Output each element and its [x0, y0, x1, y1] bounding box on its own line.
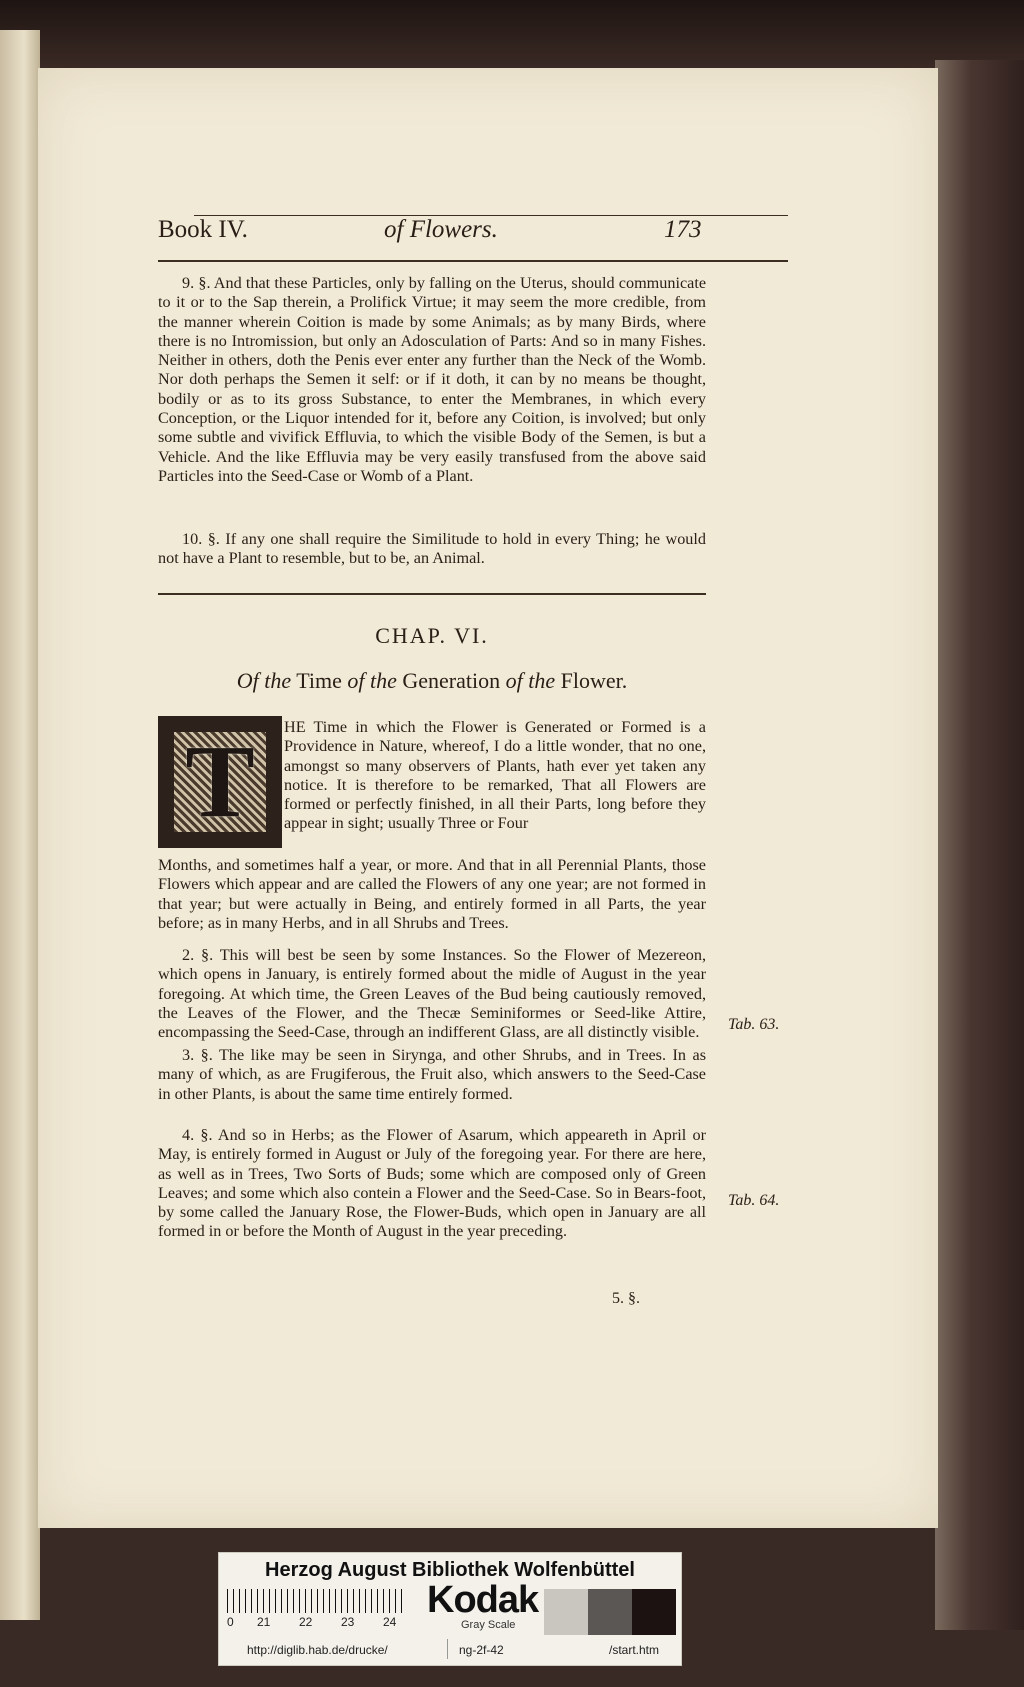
chapter-title [158, 668, 706, 694]
ruler-number: 22 [299, 1615, 313, 1629]
chapter-title-part: Of the [236, 668, 292, 693]
catchword: 5. §. [612, 1290, 640, 1307]
header-rule-bottom [158, 260, 788, 262]
gray-scale-label: Gray Scale [461, 1619, 516, 1631]
book-page [38, 68, 938, 1528]
chapter-title-part: of the [505, 668, 556, 693]
binding-edge [0, 30, 40, 1620]
strip-separator [447, 1639, 448, 1659]
chapter-rule [158, 593, 706, 595]
shelfmark: ng-2f-42 [459, 1643, 504, 1657]
gray-swatch-mid [588, 1589, 632, 1635]
ruler-number: 24 [383, 1615, 397, 1629]
archive-url: http://diglib.hab.de/drucke/ [247, 1643, 388, 1657]
page-number: 173 [664, 216, 702, 243]
paragraph-1-wrapped: HE Time in which the Flower is Generated or Formed is a Providence in Nature, whereof, I do a little wonder, that no one, amongst so many observers of Plants, hath ever yet taken any notice. It is therefore to be remarked, That all Flowers are formed or perfectly finished, in all their Parts, long before they appear in sight; usually Three or Four [284, 718, 706, 833]
running-head-book: Book IV. [158, 216, 248, 243]
paragraph-4: 4. §. And so in Herbs; as the Flower of Asarum, which appeareth in April or May, is entirely formed in August or July of the foregoing year. For there are here, as well as in Trees, Two Sorts of Buds; some which are composed only of Green Leaves; and some which also contein a Flower and the Seed-Case. So in Bears-foot, by some called the January Rose, the Flower-Buds, which open in January are all formed in or before the Month of August in the year preceding. [158, 1126, 706, 1241]
archive-color-strip [218, 1552, 682, 1666]
archive-file: /start.htm [609, 1643, 660, 1657]
scan-frame-top [0, 0, 1024, 70]
kodak-logo: Kodak [427, 1579, 539, 1621]
paragraph-9: 9. §. And that these Particles, only by falling on the Uterus, should communicate to it or to the Sap therein, a Prolifick Virtue; it may seem the more credible, from the manner wherein Coition is made by some Animals; as by many Birds, where there is no Intromission, but only an Adosculation of Parts: And so in many Fishes. Neither in others, doth the Penis ever enter any further than the Neck of the Womb. Nor doth perhaps the Semen it self: or if it doth, it can by no means be thought, bodily or as to its gross Substance, to enter the Membranes, in which every Conception, or the Liquor intended for it, before any Coition, is involved; but only some subtle and vivifick Effluvia, to which the visible Body of the Semen, is but a Vehicle. And the like Effluvia may be very easily transfused from the above said Particles into the Seed-Case or Womb of a Plant. [158, 274, 706, 485]
margin-note-tab-64: Tab. 64. [728, 1192, 780, 1209]
running-head-title: of Flowers. [384, 216, 498, 243]
margin-note-tab-63: Tab. 63. [728, 1016, 780, 1033]
paragraph-2: 2. §. This will best be seen by some Instances. So the Flower of Mezereon, which opens in January, is entirely formed about the midle of August in the year foregoing. At which time, the Green Leaves of the Bud being cautiously removed, the Leaves of the Flower, and the Thecæ Seminiformes or Seed-like Attire, encompassing the Seed-Case, through an indifferent Glass, are all distinctly visible. [158, 946, 706, 1042]
ruler-number: 23 [341, 1615, 355, 1629]
gray-swatch-light [544, 1589, 588, 1635]
ruler-number: 0 [227, 1615, 234, 1629]
gray-swatch-dark [632, 1589, 676, 1635]
paragraph-3: 3. §. The like may be seen in Sirynga, and other Shrubs, and in Trees. In as many of which, as are Frugiferous, the Fruit also, which answers to the Seed-Case in other Plants, is about the same time entirely formed. [158, 1046, 706, 1103]
chapter-title-part: Time [296, 668, 342, 693]
scan-frame-right [935, 60, 1024, 1630]
paragraph-10: 10. §. If any one shall require the Similitude to hold in every Thing; he would not have a Plant to resemble, but to be, an Animal. [158, 530, 706, 568]
chapter-title-part: of the [347, 668, 397, 693]
ruler-number: 21 [257, 1615, 271, 1629]
chapter-title-part: Flower. [560, 668, 628, 693]
scale-ruler [227, 1589, 407, 1613]
paragraph-1-continued: Months, and sometimes half a year, or more. And that in all Perennial Plants, those Flowers which appear and are called the Flowers of any one year; are not formed in that year; but were actually in Being, and entirely formed in all Parts, the year before; as in many Herbs, and in all Shrubs and Trees. [158, 856, 706, 932]
library-name: Herzog August Bibliothek Wolfenbüttel [265, 1559, 635, 1581]
decorated-initial [158, 716, 282, 848]
initial-letter: T [185, 724, 255, 839]
chapter-heading: CHAP. VI. [375, 623, 489, 648]
chapter-title-part: Generation [402, 668, 501, 693]
